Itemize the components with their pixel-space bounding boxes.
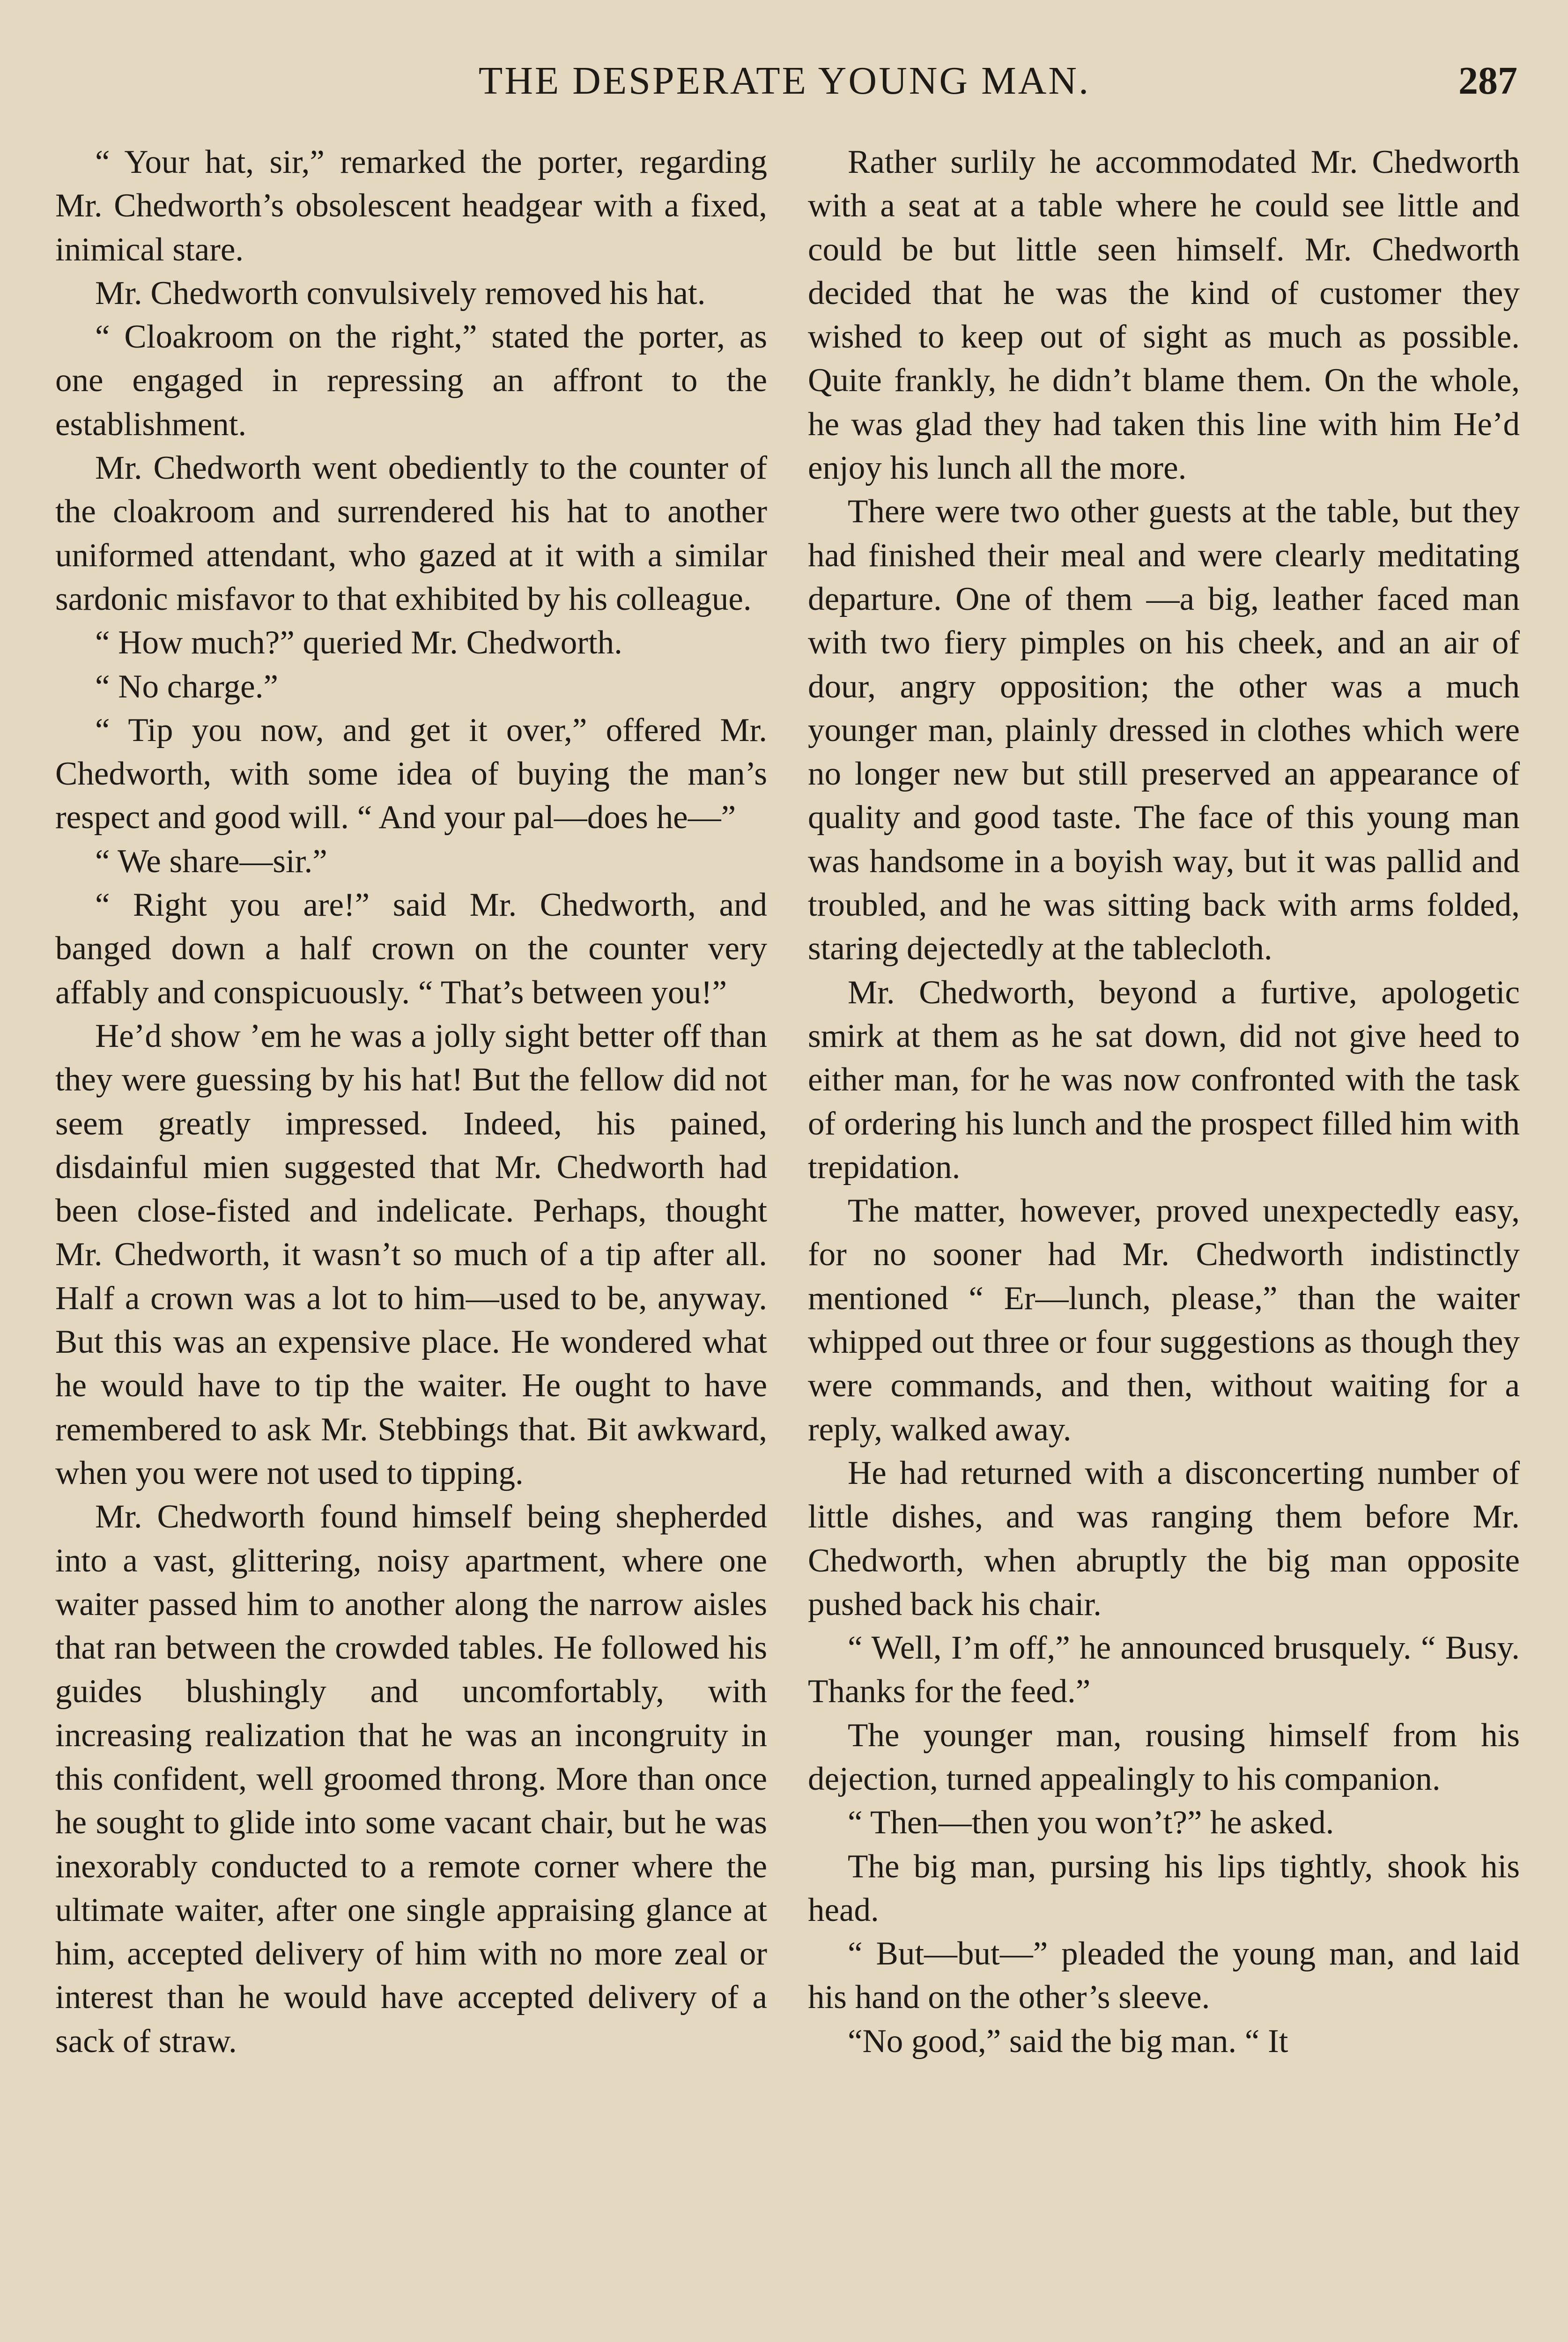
paragraph: “ Cloakroom on the right,” stated the porter, as one engaged in repressing an affront to the establishment. (55, 319, 767, 443)
paragraph: Mr. Chedworth went obediently to the counter of the cloakroom and surrendered his hat to another uniformed attendant, who gazed at it with a similar sardonic misfavor to that exhibited by his colleague. (55, 450, 767, 617)
paragraph: Mr. Chedworth found himself being shepherded into a vast, glittering, noisy apartment, where one waiter passed him to another along the narrow aisles that ran between the crowded tables. He followed his guides blushingly and uncomfortably, with increasing realization that he was an incongruity in this confident, well groomed throng. More than once he sought to glide into some vacant chair, but he was inexorably conducted to a remote corner where the ultimate waiter, after one single appraising glance at him, accepted delivery of him with no more zeal or interest than he would have accepted delivery of a sack of straw. (55, 1498, 767, 2060)
paragraph: “ Right you are!” said Mr. Chedworth, and banged down a half crown on the counter very affably and conspicuously. “ That’s between you!” (55, 887, 767, 1011)
right-column (808, 141, 1520, 2063)
paragraph: He’d show ’em he was a jolly sight better off than they were guessing by his hat! But the fellow did not seem greatly impressed. Indeed, his pained, disdainful mien suggested that Mr. Chedworth had been close-fisted and indelicate. Perhaps, thought Mr. Chedworth, it wasn’t so much of a tip after all. Half a crown was a lot to him—used to be, anyway. But this was an expensive place. He wondered what he would have to tip the waiter. He ought to have remembered to ask Mr. Stebbings that. Bit awkward, when you were not used to tipping. (55, 1017, 767, 1491)
paragraph: “ Well, I’m off,” he announced brusquely. “ Busy. Thanks for the feed.” (808, 1630, 1520, 1710)
paragraph: The big man, pursing his lips tightly, shook his head. (808, 1848, 1520, 1928)
paragraph: “ Your hat, sir,” remarked the porter, regarding Mr. Chedworth’s obsolescent headgear with a fixed, inimical stare. (55, 144, 767, 268)
paragraph: “ But—but—” pleaded the young man, and laid his hand on the other’s sleeve. (808, 1935, 1520, 2016)
paragraph: He had returned with a disconcerting number of little dishes, and was ranging them before Mr. Chedworth, when abruptly the big man opposite pushed back his chair. (808, 1454, 1520, 1623)
page-header (52, 55, 1517, 107)
paragraph: “ We share—sir.” (95, 843, 327, 880)
paragraph: “ Tip you now, and get it over,” offered Mr. Chedworth, with some idea of buying the man’s respect and good will. “ And your pal—does he—” (55, 711, 767, 836)
paragraph: The younger man, rousing himself from his dejection, turned appealingly to his companion. (808, 1717, 1520, 1797)
paragraph: “ Then—then you won’t?” he asked. (848, 1804, 1334, 1841)
paragraph: The matter, however, proved unexpectedly easy, for no sooner had Mr. Chedworth indistinctly mentioned “ Er—lunch, please,” than the waiter whipped out three or four suggestions as though they were commands, and then, without waiting for a reply, walked away. (808, 1193, 1520, 1448)
page-number: 287 (1458, 59, 1517, 103)
running-title: THE DESPERATE YOUNG MAN. (478, 59, 1091, 103)
paragraph: “ How much?” queried Mr. Chedworth. (95, 624, 622, 661)
paragraph: Mr. Chedworth convulsively removed his hat. (95, 274, 706, 311)
paragraph: “No good,” said the big man. “ It (848, 2023, 1288, 2060)
paragraph: Mr. Chedworth, beyond a furtive, apologetic smirk at them as he sat down, did not give heed to either man, for he was now confronted with the task of ordering his lunch and the prospect filled him with trepidation. (808, 974, 1520, 1186)
paragraph: There were two other guests at the table, but they had finished their meal and were clearly meditating departure. One of them —a big, leather faced man with two fiery pimples on his cheek, and an air of dour, angry opposition; the other was a much younger man, plainly dressed in clothes which were no longer new but still preserved an appearance of quality and good taste. The face of this young man was handsome in a boyish way, but it was pallid and troubled, and he was sitting back with arms folded, staring dejectedly at the tablecloth. (808, 493, 1520, 967)
left-column (55, 141, 767, 2063)
paragraph: “ No charge.” (95, 668, 278, 705)
paragraph: Rather surlily he accommodated Mr. Chedworth with a seat at a table where he could see little and could be but little seen himself. Mr. Chedworth decided that he was the kind of customer they wished to keep out of sight as much as possible. Quite frankly, he didn’t blame them. On the whole, he was glad they had taken this line with him He’d enjoy his lunch all the more. (808, 144, 1520, 487)
